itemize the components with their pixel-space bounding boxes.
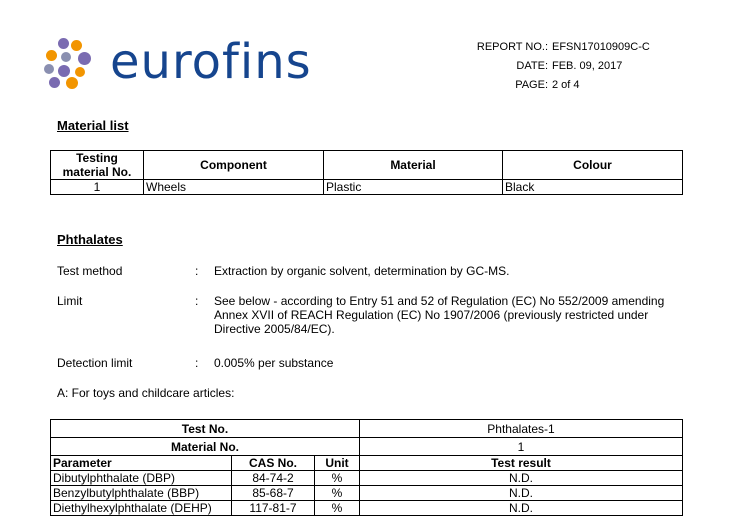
phthalates-results-table (50, 419, 683, 516)
cell-unit: % (315, 486, 360, 501)
cell-component: Wheels (144, 180, 324, 195)
logo-dot (61, 52, 71, 62)
logo-dot (49, 77, 60, 88)
cell-cas-no: 117-81-7 (232, 501, 315, 516)
limit-value: See below - according to Entry 51 and 52 of Regulation (EC) No 552/2009 amending Annex XVII of REACH Regulation (EC) No 1907/2006 (previously restricted under Directive 2005/84/EC). (214, 294, 665, 336)
logo-wordmark: eurofins (110, 34, 312, 90)
cell-unit: % (315, 471, 360, 486)
table-header-row (51, 151, 683, 180)
col-cas-no: CAS No. (232, 456, 315, 471)
cell-parameter: Diethylhexylphthalate (DEHP) (51, 501, 232, 516)
col-colour: Colour (503, 151, 683, 180)
cell-unit: % (315, 501, 360, 516)
cell-material: Plastic (324, 180, 503, 195)
report-no-value: EFSN17010909C-C (552, 41, 650, 53)
test-method-value: Extraction by organic solvent, determination by GC-MS. (214, 264, 510, 278)
logo-dot (75, 67, 85, 77)
limit-label: Limit (57, 294, 83, 308)
date-value: FEB. 09, 2017 (552, 60, 623, 72)
cell-colour: Black (503, 180, 683, 195)
detection-limit-label: Detection limit (57, 356, 133, 370)
colon: : (195, 264, 199, 278)
test-no-label: Test No. (51, 420, 360, 438)
eurofins-logo (44, 36, 334, 94)
section-a-label: A: For toys and childcare articles: (57, 386, 235, 400)
cell-test-result: N.D. (360, 501, 683, 516)
cell-cas-no: 84-74-2 (232, 471, 315, 486)
cell-parameter: Benzylbutylphthalate (BBP) (51, 486, 232, 501)
col-unit: Unit (315, 456, 360, 471)
logo-dot (66, 77, 78, 89)
cell-parameter: Dibutylphthalate (DBP) (51, 471, 232, 486)
material-list-heading: Material list (57, 118, 129, 133)
cell-test-result: N.D. (360, 471, 683, 486)
table-row (51, 501, 683, 516)
page-label: PAGE: (515, 79, 548, 91)
col-parameter: Parameter (51, 456, 232, 471)
logo-dot (78, 52, 91, 65)
test-method-label: Test method (57, 264, 123, 278)
material-no-row (51, 438, 683, 456)
logo-dot (44, 64, 54, 74)
material-list-table (50, 150, 683, 195)
material-no-label: Material No. (51, 438, 360, 456)
test-no-value: Phthalates-1 (360, 420, 683, 438)
logo-dot (58, 38, 69, 49)
colon: : (195, 356, 199, 370)
logo-dot (46, 50, 57, 61)
detection-limit-row (57, 356, 747, 372)
table-row (51, 180, 683, 195)
cell-test-result: N.D. (360, 486, 683, 501)
col-test-result: Test result (360, 456, 683, 471)
report-info (462, 38, 650, 95)
logo-dot (71, 40, 82, 51)
limit-row (57, 294, 747, 342)
report-no-label: REPORT NO.: (476, 41, 548, 53)
material-no-value: 1 (360, 438, 683, 456)
table-header-row (51, 456, 683, 471)
page-value: 2 of 4 (552, 79, 580, 91)
phthalates-heading: Phthalates (57, 232, 123, 247)
date-label: DATE: (516, 60, 548, 72)
logo-dot (58, 65, 70, 77)
table-row (51, 486, 683, 501)
col-material: Material (324, 151, 503, 180)
colon: : (195, 294, 199, 308)
cell-material-no: 1 (51, 180, 144, 195)
table-row (51, 471, 683, 486)
test-method-row (57, 264, 747, 280)
col-testing-material-no: Testing material No. (51, 151, 144, 180)
test-no-row (51, 420, 683, 438)
detection-limit-value: 0.005% per substance (214, 356, 334, 370)
cell-cas-no: 85-68-7 (232, 486, 315, 501)
col-component: Component (144, 151, 324, 180)
